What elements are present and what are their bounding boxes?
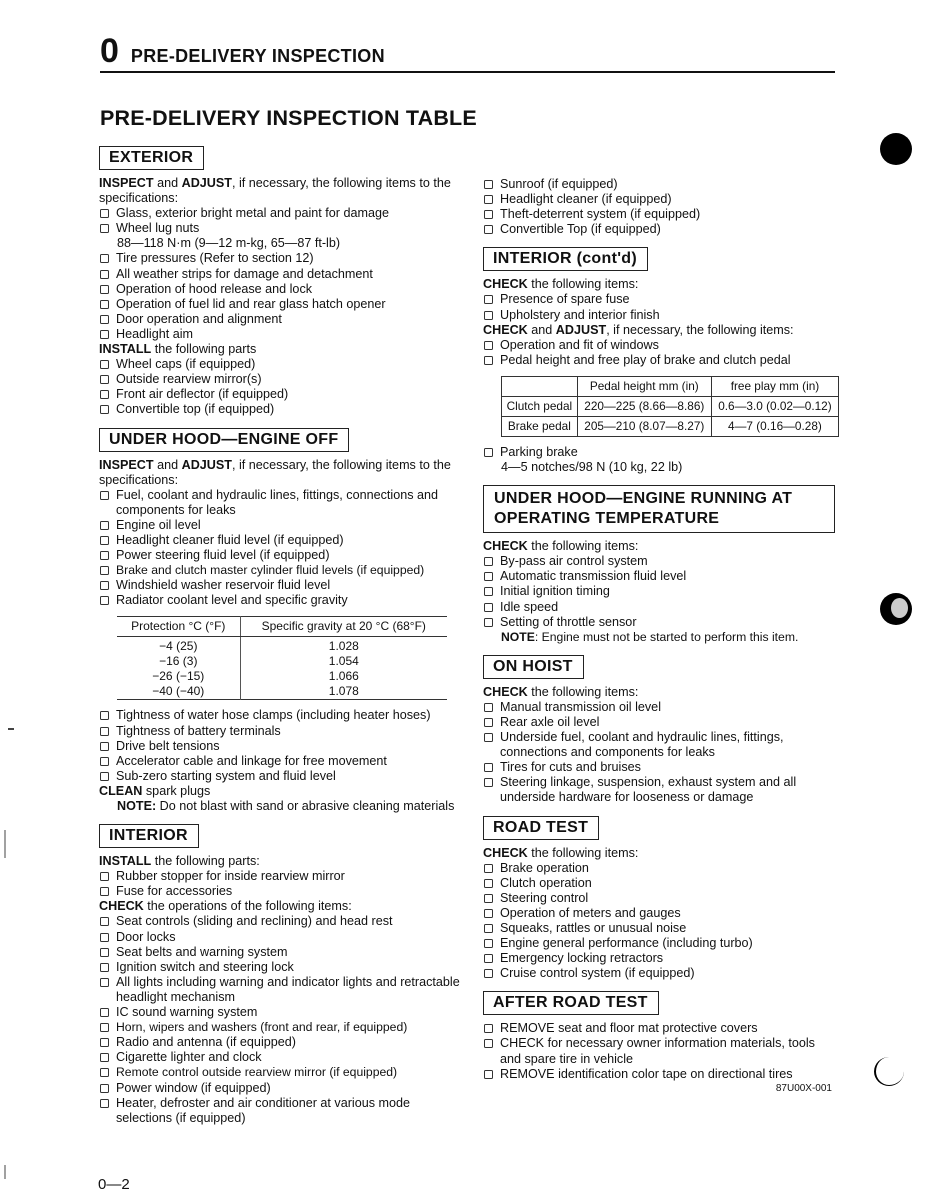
checkbox-icon[interactable]: [484, 1024, 493, 1033]
checklist-item[interactable]: Drive belt tensions: [99, 739, 469, 754]
section-heading-under-hood-engine-off: UNDER HOOD—ENGINE OFF: [99, 428, 349, 452]
checkbox-icon[interactable]: [100, 596, 109, 605]
checkbox-icon[interactable]: [484, 778, 493, 787]
table-row: [502, 416, 839, 436]
table-cell: Clutch pedal: [502, 396, 578, 416]
checkbox-icon[interactable]: [100, 254, 109, 263]
checkbox-icon[interactable]: [484, 894, 493, 903]
checkbox-icon[interactable]: [484, 225, 493, 234]
checkbox-icon[interactable]: [484, 311, 493, 320]
checklist-item[interactable]: Operation of fuel lid and rear glass hatch opener: [99, 297, 469, 312]
checklist-item[interactable]: Power steering fluid level (if equipped): [99, 548, 469, 563]
instruction-inspect-adjust: INSPECT and ADJUST, if necessary, the following items to the specifications:: [99, 457, 451, 487]
table-cell: −26 (−15): [117, 669, 240, 684]
chapter-title: PRE-DELIVERY INSPECTION: [130, 46, 385, 66]
checklist-item[interactable]: Squeaks, rattles or unusual noise: [483, 921, 838, 936]
checkbox-icon[interactable]: [484, 1039, 493, 1048]
checklist-item[interactable]: Tightness of water hose clamps (including heater hoses): [99, 708, 469, 723]
note-throttle-sensor: NOTE: Engine must not be started to perform this item.: [501, 629, 799, 644]
page-number: 0—2: [98, 1176, 130, 1193]
checklist-item[interactable]: Setting of throttle sensor: [483, 615, 838, 630]
checklist-item[interactable]: Sunroof (if equipped): [483, 177, 838, 192]
checkbox-icon[interactable]: [100, 1084, 109, 1093]
checkbox-icon[interactable]: [484, 733, 493, 742]
checkbox-icon[interactable]: [484, 954, 493, 963]
checklist-item[interactable]: Radio and antenna (if equipped): [99, 1035, 469, 1050]
checklist-item[interactable]: Steering control: [483, 891, 838, 906]
checklist-item[interactable]: Windshield washer reservoir fluid level: [99, 578, 469, 593]
checkbox-icon[interactable]: [100, 948, 109, 957]
parking-brake-spec: 4—5 notches/98 N (10 kg, 22 lb): [501, 460, 683, 475]
checkbox-icon[interactable]: [484, 587, 493, 596]
checkbox-icon[interactable]: [484, 557, 493, 566]
table-cell: 1.066: [328, 669, 359, 684]
checkbox-icon[interactable]: [484, 879, 493, 888]
checkbox-icon[interactable]: [100, 270, 109, 279]
checklist-item[interactable]: Tire pressures (Refer to section 12): [99, 251, 469, 266]
instruction-clean: CLEAN spark plugs: [99, 783, 211, 798]
checklist-item[interactable]: Upholstery and interior finish: [483, 308, 838, 323]
instruction-check: CHECK the following items:: [483, 684, 639, 699]
checklist-item[interactable]: Brake operation: [483, 861, 838, 876]
checklist-item[interactable]: Rear axle oil level: [483, 715, 838, 730]
coolant-specific-gravity-table: [117, 616, 447, 700]
checklist-item[interactable]: Ignition switch and steering lock: [99, 960, 469, 975]
checklist-item[interactable]: Radiator coolant level and specific gravity: [99, 593, 469, 608]
checkbox-icon[interactable]: [484, 864, 493, 873]
chapter-number: 0: [100, 32, 119, 70]
checklist-item[interactable]: Clutch operation: [483, 876, 838, 891]
section-heading-interior: INTERIOR: [99, 824, 199, 848]
spacer: [99, 814, 469, 824]
checkbox-icon[interactable]: [484, 924, 493, 933]
checklist-item[interactable]: Cruise control system (if equipped): [483, 966, 838, 981]
checklist-item[interactable]: Seat controls (sliding and reclining) and head rest: [99, 914, 469, 929]
table-cell: Brake pedal: [502, 416, 578, 436]
checkbox-icon[interactable]: [100, 375, 109, 384]
instruction-check: CHECK the following items:: [483, 845, 639, 860]
checkbox-icon[interactable]: [100, 917, 109, 926]
binding-hole-mark-icon: [880, 133, 912, 165]
section-heading-after-road-test: AFTER ROAD TEST: [483, 991, 659, 1015]
table-cell: −16 (3): [117, 654, 240, 669]
checkbox-icon[interactable]: [100, 1023, 109, 1032]
checkbox-icon[interactable]: [100, 742, 109, 751]
spacer: [483, 237, 838, 247]
checkbox-icon[interactable]: [100, 209, 109, 218]
checkbox-icon[interactable]: [100, 360, 109, 369]
column-header: Protection °C (°F): [117, 617, 240, 637]
scan-artifact: [4, 1165, 6, 1179]
table-header-row: [117, 617, 447, 637]
note-spark-plugs: NOTE: Do not blast with sand or abrasive cleaning materials: [117, 799, 455, 813]
scan-artifact: [4, 830, 6, 858]
lug-nut-torque-spec: 88—118 N·m (9—12 m-kg, 65—87 ft-lb): [117, 236, 341, 251]
binding-hole-mark-icon: [880, 593, 912, 625]
checkbox-icon[interactable]: [484, 295, 493, 304]
checkbox-icon[interactable]: [100, 711, 109, 720]
checklist-item[interactable]: Fuse for accessories: [99, 884, 469, 899]
checkbox-icon[interactable]: [100, 1038, 109, 1047]
checklist-item[interactable]: Accelerator cable and linkage for free movement: [99, 754, 469, 769]
checkbox-icon[interactable]: [100, 405, 109, 414]
checklist-item[interactable]: Fuel, coolant and hydraulic lines, fittings, connections and components for leaks: [99, 488, 469, 518]
checklist-item[interactable]: Front air deflector (if equipped): [99, 387, 469, 402]
spacer: [483, 645, 838, 655]
section-heading-exterior: EXTERIOR: [99, 146, 204, 170]
column-header: Pedal height mm (in): [577, 376, 711, 396]
checklist-item[interactable]: Tightness of battery terminals: [99, 724, 469, 739]
spacer: [483, 981, 838, 991]
spacer: [483, 475, 838, 485]
checkbox-icon[interactable]: [484, 210, 493, 219]
checklist-item[interactable]: Idle speed: [483, 600, 838, 615]
checkbox-icon[interactable]: [100, 521, 109, 530]
checkbox-icon[interactable]: [100, 224, 109, 233]
left-column: [99, 146, 469, 1126]
checklist-item[interactable]: Headlight cleaner fluid level (if equipped): [99, 533, 469, 548]
checklist-item[interactable]: REMOVE identification color tape on directional tires: [483, 1067, 838, 1082]
checklist-item[interactable]: CHECK for necessary owner information materials, tools and spare tire in vehicle: [483, 1036, 838, 1066]
section-heading-on-hoist: ON HOIST: [483, 655, 584, 679]
checklist-item[interactable]: Manual transmission oil level: [483, 700, 838, 715]
checkbox-icon[interactable]: [100, 872, 109, 881]
table-cell: 1.028: [328, 639, 359, 654]
checklist-item[interactable]: REMOVE seat and floor mat protective covers: [483, 1021, 838, 1036]
checklist-item[interactable]: Door operation and alignment: [99, 312, 469, 327]
pedal-spec-table: [501, 376, 839, 437]
checkbox-icon[interactable]: [484, 341, 493, 350]
checkbox-icon[interactable]: [484, 763, 493, 772]
scan-artifact: [8, 728, 14, 730]
table-row: [502, 396, 839, 416]
table-cell: −4 (25): [117, 637, 240, 655]
checklist-item[interactable]: By-pass air control system: [483, 554, 838, 569]
spacer: [483, 806, 838, 816]
column-header: free play mm (in): [711, 376, 838, 396]
table-cell: 1.054: [328, 654, 359, 669]
checklist-item[interactable]: Tires for cuts and bruises: [483, 760, 838, 775]
checklist-item[interactable]: Automatic transmission fluid level: [483, 569, 838, 584]
checklist-item[interactable]: Engine general performance (including turbo): [483, 936, 838, 951]
checklist-item[interactable]: Operation and fit of windows: [483, 338, 838, 353]
section-heading-interior-contd: INTERIOR (cont'd): [483, 247, 648, 271]
table-row: [117, 637, 447, 655]
checklist-item[interactable]: Emergency locking retractors: [483, 951, 838, 966]
checkbox-icon[interactable]: [484, 572, 493, 581]
table-row: [117, 669, 447, 684]
checklist-item[interactable]: Glass, exterior bright metal and paint for damage: [99, 206, 469, 221]
table-cell: 0.6—3.0 (0.02—0.12): [711, 396, 838, 416]
checkbox-icon[interactable]: [100, 300, 109, 309]
column-header: Specific gravity at 20 °C (68°F): [240, 617, 447, 637]
instruction-check-adjust: CHECK and ADJUST, if necessary, the following items:: [483, 322, 794, 337]
checklist-item[interactable]: Power window (if equipped): [99, 1081, 469, 1096]
checkbox-icon[interactable]: [100, 1053, 109, 1062]
checklist-item[interactable]: Door locks: [99, 930, 469, 945]
checkbox-icon[interactable]: [100, 536, 109, 545]
instruction-inspect-adjust: INSPECT and ADJUST, if necessary, the following items to the specifications:: [99, 176, 451, 206]
checklist-item[interactable]: Horn, wipers and washers (front and rear, if equipped): [99, 1020, 469, 1035]
right-column: [483, 177, 838, 1096]
table-row: [117, 654, 447, 669]
checkbox-icon[interactable]: [100, 566, 109, 575]
section-heading-under-hood-engine-running: UNDER HOOD—ENGINE RUNNING AT OPERATING TEMPERATURE: [483, 485, 835, 533]
checklist-item[interactable]: Headlight aim: [99, 327, 469, 342]
binding-hole-mark-icon: [874, 1057, 904, 1086]
checklist-item[interactable]: Cigarette lighter and clock: [99, 1050, 469, 1065]
instruction-check: CHECK the operations of the following items:: [99, 899, 352, 914]
checklist-item[interactable]: Headlight cleaner (if equipped): [483, 192, 838, 207]
checklist-item[interactable]: Sub-zero starting system and fluid level: [99, 769, 469, 784]
figure-code: 87U00X-001: [775, 1082, 832, 1094]
checkbox-icon[interactable]: [484, 356, 493, 365]
checkbox-icon[interactable]: [100, 727, 109, 736]
checkbox-icon[interactable]: [484, 703, 493, 712]
checkbox-icon[interactable]: [100, 1099, 109, 1108]
checklist-item[interactable]: Remote control outside rearview mirror (if equipped): [99, 1065, 469, 1080]
table-header-row: [502, 376, 839, 396]
checkbox-icon[interactable]: [100, 330, 109, 339]
checkbox-icon[interactable]: [100, 1068, 109, 1077]
checkbox-icon[interactable]: [100, 963, 109, 972]
checklist-item[interactable]: Outside rearview mirror(s): [99, 372, 469, 387]
checklist-item[interactable]: Rubber stopper for inside rearview mirror: [99, 869, 469, 884]
section-heading-road-test: ROAD TEST: [483, 816, 599, 840]
checklist-item[interactable]: IC sound warning system: [99, 1005, 469, 1020]
checkbox-icon[interactable]: [100, 772, 109, 781]
checkbox-icon[interactable]: [100, 581, 109, 590]
checklist-item[interactable]: Brake and clutch master cylinder fluid levels (if equipped): [99, 563, 469, 578]
checklist-item[interactable]: Operation of hood release and lock: [99, 282, 469, 297]
table-cell: 205—210 (8.07—8.27): [577, 416, 711, 436]
checkbox-icon[interactable]: [484, 180, 493, 189]
checkbox-icon[interactable]: [484, 618, 493, 627]
checkbox-icon[interactable]: [100, 315, 109, 324]
checkbox-icon[interactable]: [100, 390, 109, 399]
checklist-item[interactable]: Underside fuel, coolant and hydraulic lines, fittings, connections and components for leaks: [483, 730, 838, 760]
checklist-item[interactable]: Pedal height and free play of brake and clutch pedal: [483, 353, 838, 368]
checkbox-icon[interactable]: [484, 603, 493, 612]
table-cell: 4—7 (0.16—0.28): [711, 416, 838, 436]
table-row: [117, 684, 447, 700]
checklist-item[interactable]: All weather strips for damage and detachment: [99, 267, 469, 282]
checkbox-icon[interactable]: [484, 939, 493, 948]
checklist-item[interactable]: Operation of meters and gauges: [483, 906, 838, 921]
checklist-item[interactable]: Convertible Top (if equipped): [483, 222, 838, 237]
checklist-item[interactable]: Theft-deterrent system (if equipped): [483, 207, 838, 222]
instruction-install: INSTALL the following parts:: [99, 854, 260, 869]
checklist-item[interactable]: All lights including warning and indicator lights and retractable headlight mechanism: [99, 975, 469, 1005]
table-cell: 1.078: [328, 684, 359, 699]
checklist-item[interactable]: Wheel caps (if equipped): [99, 357, 469, 372]
checkbox-icon[interactable]: [100, 887, 109, 896]
checklist-item[interactable]: Initial ignition timing: [483, 584, 838, 599]
scan-artifact: [891, 598, 908, 618]
checkbox-icon[interactable]: [484, 969, 493, 978]
instruction-check: CHECK the following items:: [483, 539, 639, 554]
checkbox-icon[interactable]: [100, 551, 109, 560]
instruction-check: CHECK the following items:: [483, 277, 639, 292]
checklist-item[interactable]: Heater, defroster and air conditioner at various mode selections (if equipped): [99, 1096, 469, 1126]
checklist-item[interactable]: Wheel lug nuts: [99, 221, 469, 236]
checkbox-icon[interactable]: [100, 491, 109, 500]
table-cell: −40 (−40): [117, 684, 240, 700]
column-header: [502, 376, 578, 396]
checklist-item[interactable]: Seat belts and warning system: [99, 945, 469, 960]
checkbox-icon[interactable]: [484, 909, 493, 918]
page-title: PRE-DELIVERY INSPECTION TABLE: [100, 106, 477, 130]
checklist-item[interactable]: Presence of spare fuse: [483, 292, 838, 307]
checkbox-icon[interactable]: [484, 1070, 493, 1079]
chapter-header: [100, 32, 835, 73]
checklist-item[interactable]: Convertible top (if equipped): [99, 402, 469, 417]
checkbox-icon[interactable]: [484, 718, 493, 727]
checkbox-icon[interactable]: [484, 448, 493, 457]
table-cell: 220—225 (8.66—8.86): [577, 396, 711, 416]
checkbox-icon[interactable]: [100, 933, 109, 942]
checkbox-icon[interactable]: [100, 1008, 109, 1017]
checkbox-icon[interactable]: [100, 978, 109, 987]
checkbox-icon[interactable]: [100, 285, 109, 294]
spacer: [99, 418, 469, 428]
checklist-item[interactable]: Parking brake: [483, 445, 838, 460]
checklist-item[interactable]: Engine oil level: [99, 518, 469, 533]
checkbox-icon[interactable]: [484, 195, 493, 204]
instruction-install: INSTALL the following parts: [99, 342, 257, 357]
checklist-item[interactable]: Steering linkage, suspension, exhaust system and all underside hardware for looseness or damage: [483, 775, 838, 805]
checkbox-icon[interactable]: [100, 757, 109, 766]
